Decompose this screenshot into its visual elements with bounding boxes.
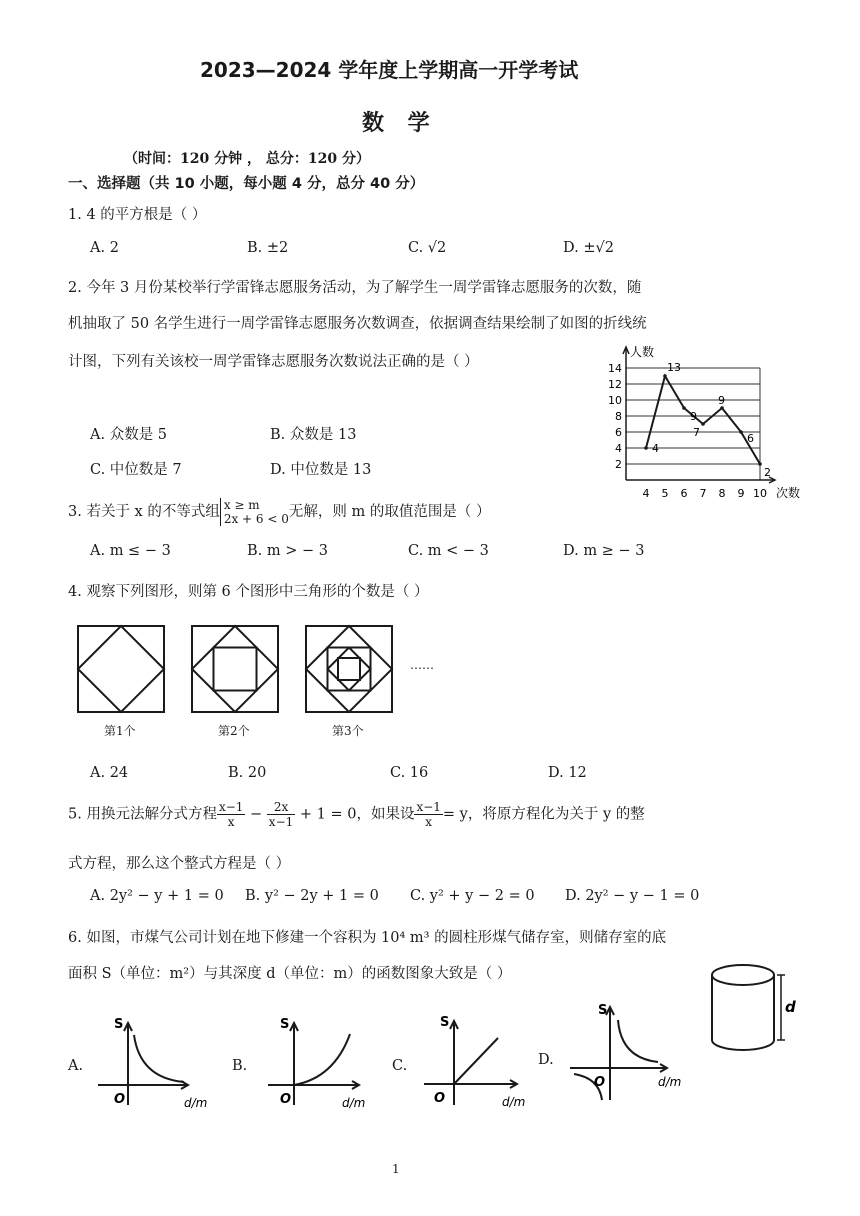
svg-text:S: S [280,1017,290,1032]
chart-axes [623,347,775,483]
q6-graph-c [420,1010,550,1110]
q2-line-chart [596,338,820,508]
chart-grid [626,368,760,480]
exam-meta: （时间：120 分钟 ， 总分：120 分） [124,151,370,167]
q5-fraction-1: $\frac{x-1}{x}$ [218,800,244,829]
data-label: 9 [718,394,725,407]
q4-option-b: B. 20 [228,765,267,781]
q4-fig-label-2: 第2个 [218,724,250,738]
q6-graph-b [262,1010,392,1110]
data-point [663,374,667,378]
q6-line2: 面积 S（单位：m²）与其深度 d（单位：m）的函数图象大致是（ ） [68,966,512,982]
q4-figure-3 [306,626,392,712]
page-number: 1 [392,1162,400,1176]
q6-graph-d [566,996,696,1106]
data-label: 2 [764,466,771,479]
data-point [644,446,648,450]
data-point [701,422,705,426]
q4-option-a: A. 24 [90,765,129,781]
q4-fig-label-3: 第3个 [332,724,364,738]
q2-option-c: C. 中位数是 7 [90,462,182,478]
series-line [646,376,760,464]
q2-option-b: B. 众数是 13 [270,427,357,443]
q5-option-d: D. 2y² − y − 1 = 0 [565,888,700,904]
svg-text:S: S [440,1015,450,1030]
y-tick-label: 14 [608,362,622,375]
q3-inequality-system: x ≥ m 2x + 6 < 0 [220,498,289,526]
q4-fig-label-1: 第1个 [104,724,136,738]
q4-figure-1 [78,626,164,712]
svg-text:d/m: d/m [342,1096,366,1110]
y-axis-label: 人数 [630,345,655,359]
data-label: 9 [690,410,697,423]
q6-option-c-letter: C. [392,1058,408,1074]
q4-option-c: C. 16 [390,765,429,781]
x-axis-label: 次数 [776,486,801,500]
svg-text:S: S [598,1003,608,1018]
svg-text:d/m: d/m [184,1096,208,1110]
q4-stem: 4. 观察下列图形，则第 6 个图形中三角形的个数是（ ） [68,584,429,600]
q3-option-b: B. m > − 3 [247,543,328,559]
svg-text:O: O [594,1075,606,1090]
x-tick-label: 8 [718,487,726,500]
q1-option-b: B. ±2 [247,240,289,256]
q5-stem: 5. 用换元法解分式方程 $\frac{x-1}{x}$ − $\frac{2x}{x-1}$ + 1 = 0，如果设 $\frac{x-1}{x}$ = y，将原方程化为关于 y 的整 [68,800,645,829]
q5-option-b: B. y² − 2y + 1 = 0 [245,888,379,904]
q5-line2: 式方程，那么这个整式方程是（ ） [68,856,291,872]
x-tick-label: 4 [642,487,650,500]
q4-figure-2 [192,626,278,712]
data-point [758,462,762,466]
q3-option-d: D. m ≥ − 3 [563,543,645,559]
y-tick-label: 6 [615,426,622,439]
q6-option-d-letter: D. [538,1052,554,1068]
data-label: 6 [747,432,754,445]
svg-text:d/m: d/m [502,1095,526,1109]
data-label: 13 [667,361,681,374]
y-tick-label: 12 [608,378,622,391]
q4-option-d: D. 12 [548,765,587,781]
q6-cylinder-figure [705,960,805,1060]
cylinder-depth-label: d [785,998,796,1016]
q2-line1: 2. 今年 3 月份某校举行学雷锋志愿服务活动，为了解学生一周学雷锋志愿服务的次数，随 [68,280,642,296]
q1-option-d: D. ±√2 [563,240,614,256]
q6-option-a-letter: A. [68,1058,84,1074]
q2-line2: 机抽取了 50 名学生进行一周学雷锋志愿服务次数调查，依据调查结果绘制了如图的折线统 [68,316,647,332]
q6-line1: 6. 如图，市煤气公司计划在地下修建一个容积为 10⁴ m³ 的圆柱形煤气储存室，则储存室的底 [68,930,667,946]
q2-option-a: A. 众数是 5 [90,427,168,443]
data-point [682,406,686,410]
x-tick-label: 5 [661,487,669,500]
q2-line3: 计图，下列有关该校一周学雷锋志愿服务次数说法正确的是（ ） [68,354,479,370]
x-tick-label: 10 [753,487,767,500]
y-tick-label: 2 [615,458,622,471]
q6-option-b-letter: B. [232,1058,248,1074]
x-tick-label: 9 [737,487,745,500]
svg-text:d/m: d/m [658,1075,682,1089]
q1-option-c: C. √2 [408,240,447,256]
data-label: 7 [693,426,700,439]
q4-figures [70,620,450,720]
chart-line [644,374,762,466]
q1-option-a: A. 2 [90,240,119,256]
q1-stem: 1. 4 的平方根是（ ） [68,207,207,223]
x-tick-label: 7 [699,487,707,500]
svg-text:O: O [434,1091,446,1106]
y-tick-label: 10 [608,394,622,407]
svg-text:O: O [114,1092,126,1107]
q2-option-d: D. 中位数是 13 [270,462,372,478]
q4-ellipsis: …… [410,658,434,672]
q5-option-a: A. 2y² − y + 1 = 0 [90,888,224,904]
q3-option-a: A. m ≤ − 3 [90,543,171,559]
q5-fraction-2: $\frac{2x}{x-1}$ [268,800,294,829]
q3-option-c: C. m < − 3 [408,543,489,559]
subject-title: 数 学 [362,111,438,136]
section-heading: 一、选择题（共 10 小题，每小题 4 分，总分 40 分） [68,176,425,192]
q5-fraction-3: $\frac{x-1}{x}$ [416,800,441,829]
q5-option-c: C. y² + y − 2 = 0 [410,888,535,904]
exam-title: 2023—2024 学年度上学期高一开学考试 [200,58,579,82]
data-point [739,430,743,434]
y-tick-label: 4 [615,442,622,455]
svg-text:S: S [114,1017,124,1032]
q3-stem: 3. 若关于 x 的不等式组 x ≥ m 2x + 6 < 0 无解，则 m 的取值范围是（ ） [68,498,491,526]
data-label: 4 [652,442,659,455]
svg-text:O: O [280,1092,292,1107]
y-tick-label: 8 [615,410,622,423]
x-tick-label: 6 [680,487,688,500]
q6-graph-a [92,1010,222,1110]
